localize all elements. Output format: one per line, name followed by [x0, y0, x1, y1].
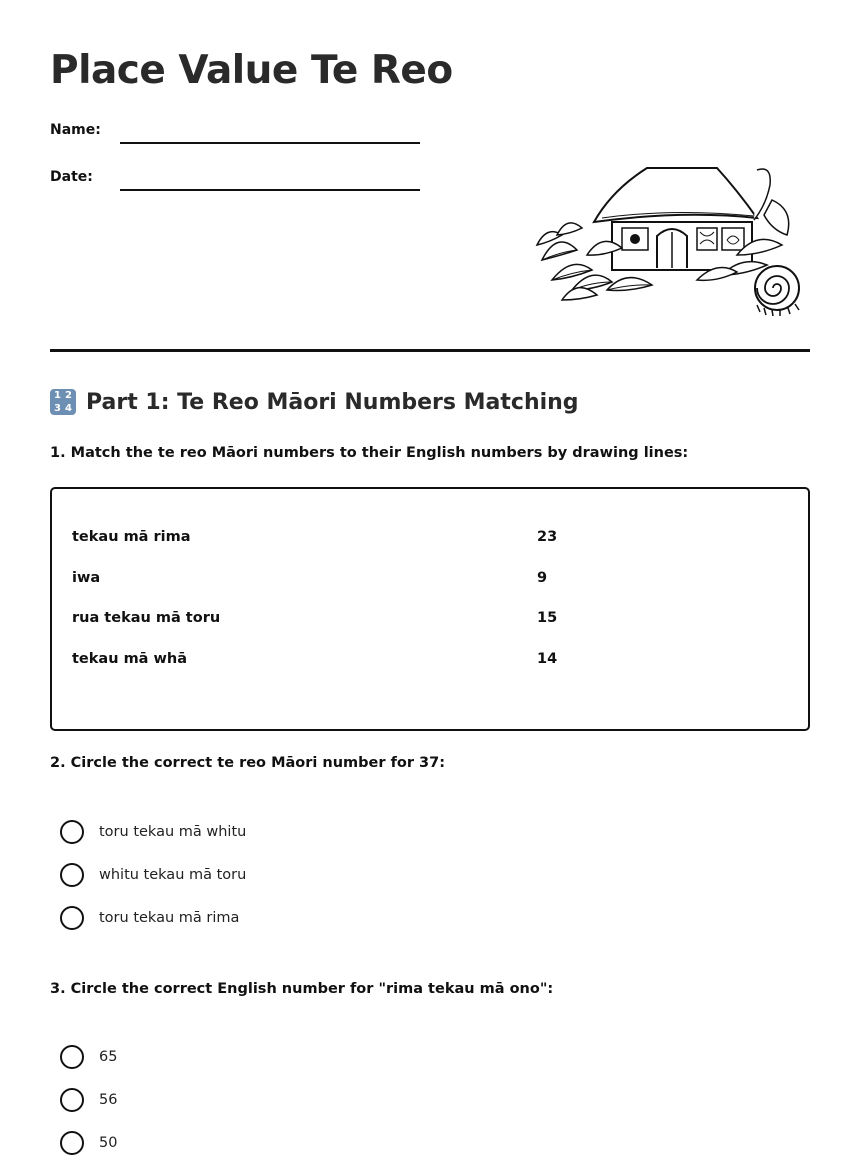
maori-number[interactable]: tekau mā whā	[72, 651, 188, 667]
header-divider	[50, 349, 810, 352]
part1-heading-text: Part 1: Te Reo Māori Numbers Matching	[86, 389, 579, 415]
maori-number[interactable]: rua tekau mā toru	[72, 610, 221, 626]
part1-heading	[50, 389, 579, 415]
q2-option-3[interactable]	[60, 905, 239, 931]
q2-option-1[interactable]	[60, 819, 246, 845]
english-number[interactable]: 15	[537, 610, 558, 626]
option-text: 65	[99, 1049, 118, 1065]
date-field[interactable]	[50, 169, 420, 199]
answer-circle[interactable]	[60, 906, 84, 930]
match-row	[52, 570, 808, 590]
answer-circle[interactable]	[60, 863, 84, 887]
icon-digit: 1	[54, 390, 61, 401]
wharenui-house-icon	[532, 160, 810, 316]
question-2-prompt: 2. Circle the correct te reo Māori number for 37:	[50, 755, 446, 771]
icon-digit: 4	[65, 403, 72, 414]
date-label: Date:	[50, 169, 93, 185]
q3-option-1[interactable]	[60, 1044, 117, 1070]
icon-digit: 3	[54, 403, 61, 414]
matching-box	[50, 487, 810, 731]
option-text: toru tekau mā rima	[99, 910, 240, 926]
option-text: toru tekau mā whitu	[99, 824, 247, 840]
worksheet-title: Place Value Te Reo	[50, 48, 453, 93]
name-label: Name:	[50, 122, 101, 138]
answer-circle[interactable]	[60, 1088, 84, 1112]
match-row	[52, 529, 808, 549]
match-row	[52, 610, 808, 630]
name-field[interactable]	[50, 122, 420, 152]
question-3-prompt: 3. Circle the correct English number for "rima tekau mā ono":	[50, 981, 554, 997]
maori-number[interactable]: iwa	[72, 570, 101, 586]
english-number[interactable]: 9	[537, 570, 548, 586]
question-1-prompt: 1. Match the te reo Māori numbers to their English numbers by drawing lines:	[50, 445, 689, 461]
q3-option-3[interactable]	[60, 1130, 117, 1156]
option-text: whitu tekau mā toru	[99, 867, 247, 883]
answer-circle[interactable]	[60, 1045, 84, 1069]
match-row	[52, 651, 808, 671]
icon-digit: 2	[65, 390, 72, 401]
maori-number[interactable]: tekau mā rima	[72, 529, 191, 545]
answer-circle[interactable]	[60, 1131, 84, 1155]
date-line[interactable]	[120, 189, 420, 191]
answer-circle[interactable]	[60, 820, 84, 844]
english-number[interactable]: 23	[537, 529, 558, 545]
q3-option-2[interactable]	[60, 1087, 117, 1113]
option-text: 50	[99, 1135, 118, 1151]
name-line[interactable]	[120, 142, 420, 144]
english-number[interactable]: 14	[537, 651, 558, 667]
q2-option-2[interactable]	[60, 862, 246, 888]
input-numbers-icon	[50, 389, 76, 415]
option-text: 56	[99, 1092, 118, 1108]
